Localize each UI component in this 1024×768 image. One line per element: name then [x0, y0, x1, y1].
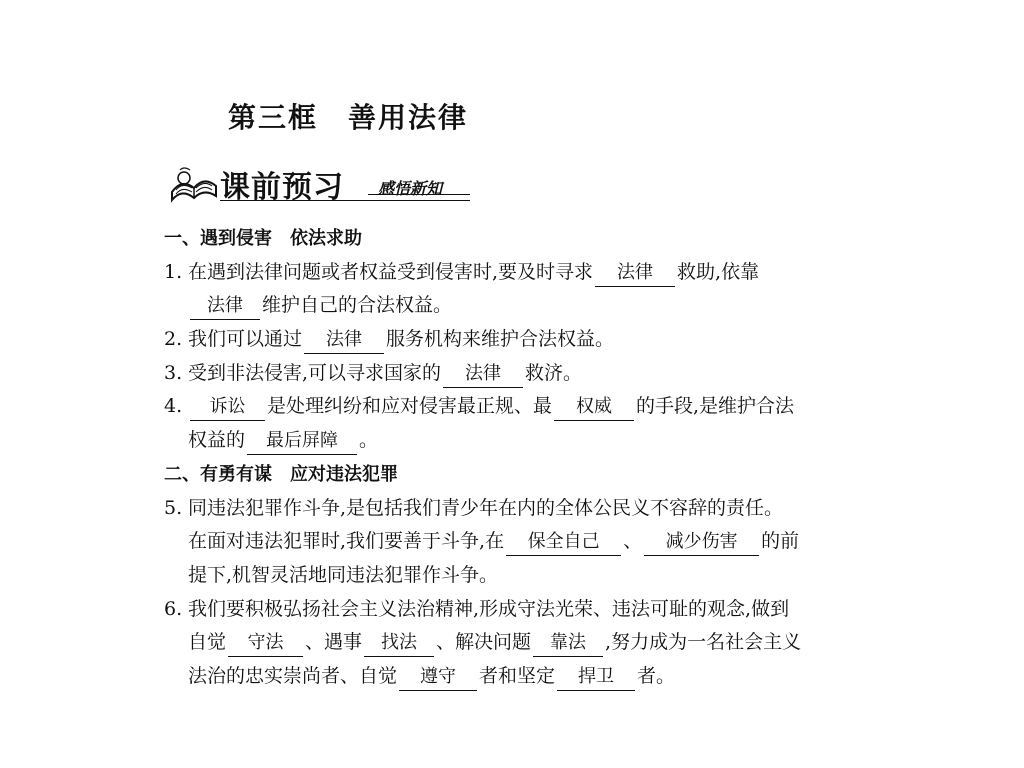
- answer-blank: 保全自己: [506, 529, 621, 556]
- item-text: 在遇到法律问题或者权益受到侵害时,要及时寻求: [188, 260, 594, 283]
- banner-divider-short: [368, 194, 470, 195]
- item-text: 同违法犯罪作斗争,是包括我们青少年在内的全体公民义不容辞的责任。: [188, 496, 784, 519]
- item-number: 1.: [164, 260, 183, 283]
- item-5-continued-2: [164, 559, 844, 593]
- banner-title: 课前预习: [220, 170, 344, 205]
- answer-blank: 法律: [304, 327, 384, 354]
- item-text: 的手段,是维护合法: [636, 395, 795, 418]
- item-text: 自觉: [188, 631, 227, 654]
- item-4: [164, 390, 844, 424]
- item-text: ,努力成为一名社会主义: [605, 631, 802, 654]
- section-heading-one: 一、遇到侵害 依法求助: [164, 228, 362, 249]
- item-number: 5.: [164, 496, 183, 519]
- answer-blank: 诉讼: [190, 394, 265, 421]
- item-text: 。: [359, 429, 379, 452]
- item-6-continued: [164, 626, 844, 660]
- item-5: [164, 492, 844, 526]
- item-text: 救助,依靠: [677, 260, 760, 283]
- item-text: 、解决问题: [436, 631, 532, 654]
- answer-blank: 靠法: [533, 630, 603, 657]
- item-1-continued: [164, 289, 844, 323]
- answer-blank: 最后屏障: [247, 428, 357, 455]
- item-1: [164, 256, 844, 290]
- item-number: 2.: [164, 328, 183, 351]
- item-text: 权益的: [188, 429, 246, 452]
- banner-divider: [220, 200, 470, 201]
- section-heading-two: 二、有勇有谋 应对违法犯罪: [164, 463, 398, 485]
- item-3: [164, 357, 844, 391]
- item-text: 是处理纠纷和应对侵害最正规、最: [267, 395, 553, 418]
- item-6-continued-2: [164, 660, 844, 694]
- book-icon: [168, 166, 220, 206]
- item-text: 者。: [637, 664, 676, 687]
- item-number: 4.: [164, 395, 183, 418]
- item-number: 6.: [164, 597, 183, 620]
- item-2: [164, 323, 844, 357]
- answer-blank: 法律: [595, 260, 675, 287]
- answer-blank: 法律: [190, 293, 260, 320]
- item-text: 的前: [761, 530, 800, 553]
- item-5-continued: [164, 525, 844, 559]
- item-text: 我们要积极弘扬社会主义法治精神,形成守法光荣、违法可耻的观念,做到: [188, 597, 790, 620]
- answer-blank: 遵守: [399, 664, 477, 691]
- item-text: 服务机构来维护合法权益。: [386, 328, 615, 351]
- item-text: 提下,机智灵活地同违法犯罪作斗争。: [188, 563, 499, 586]
- item-text: 维护自己的合法权益。: [262, 294, 453, 317]
- item-text: 、遇事: [305, 631, 363, 654]
- banner-subtitle: 感悟新知: [378, 179, 443, 198]
- item-text: 受到非法侵害,可以寻求国家的: [188, 361, 442, 384]
- item-text: 我们可以通过: [188, 328, 303, 351]
- answer-blank: 权威: [554, 394, 634, 421]
- item-number: 3.: [164, 361, 183, 384]
- item-text: 法治的忠实崇尚者、自觉: [188, 664, 398, 687]
- item-text: 、: [623, 530, 643, 553]
- item-text: 救济。: [525, 361, 583, 384]
- worksheet-content: [164, 222, 844, 694]
- answer-blank: 捍卫: [557, 664, 635, 691]
- page-title: 第三框 善用法律: [228, 101, 469, 134]
- section-banner: [168, 160, 473, 210]
- answer-blank: 守法: [228, 630, 303, 657]
- item-text: 者和坚定: [479, 664, 556, 687]
- answer-blank: 减少伤害: [644, 529, 759, 556]
- answer-blank: 找法: [364, 630, 434, 657]
- answer-blank: 法律: [443, 361, 523, 388]
- item-6: [164, 593, 844, 627]
- item-text: 在面对违法犯罪时,我们要善于斗争,在: [188, 530, 505, 553]
- item-4-continued: [164, 424, 844, 458]
